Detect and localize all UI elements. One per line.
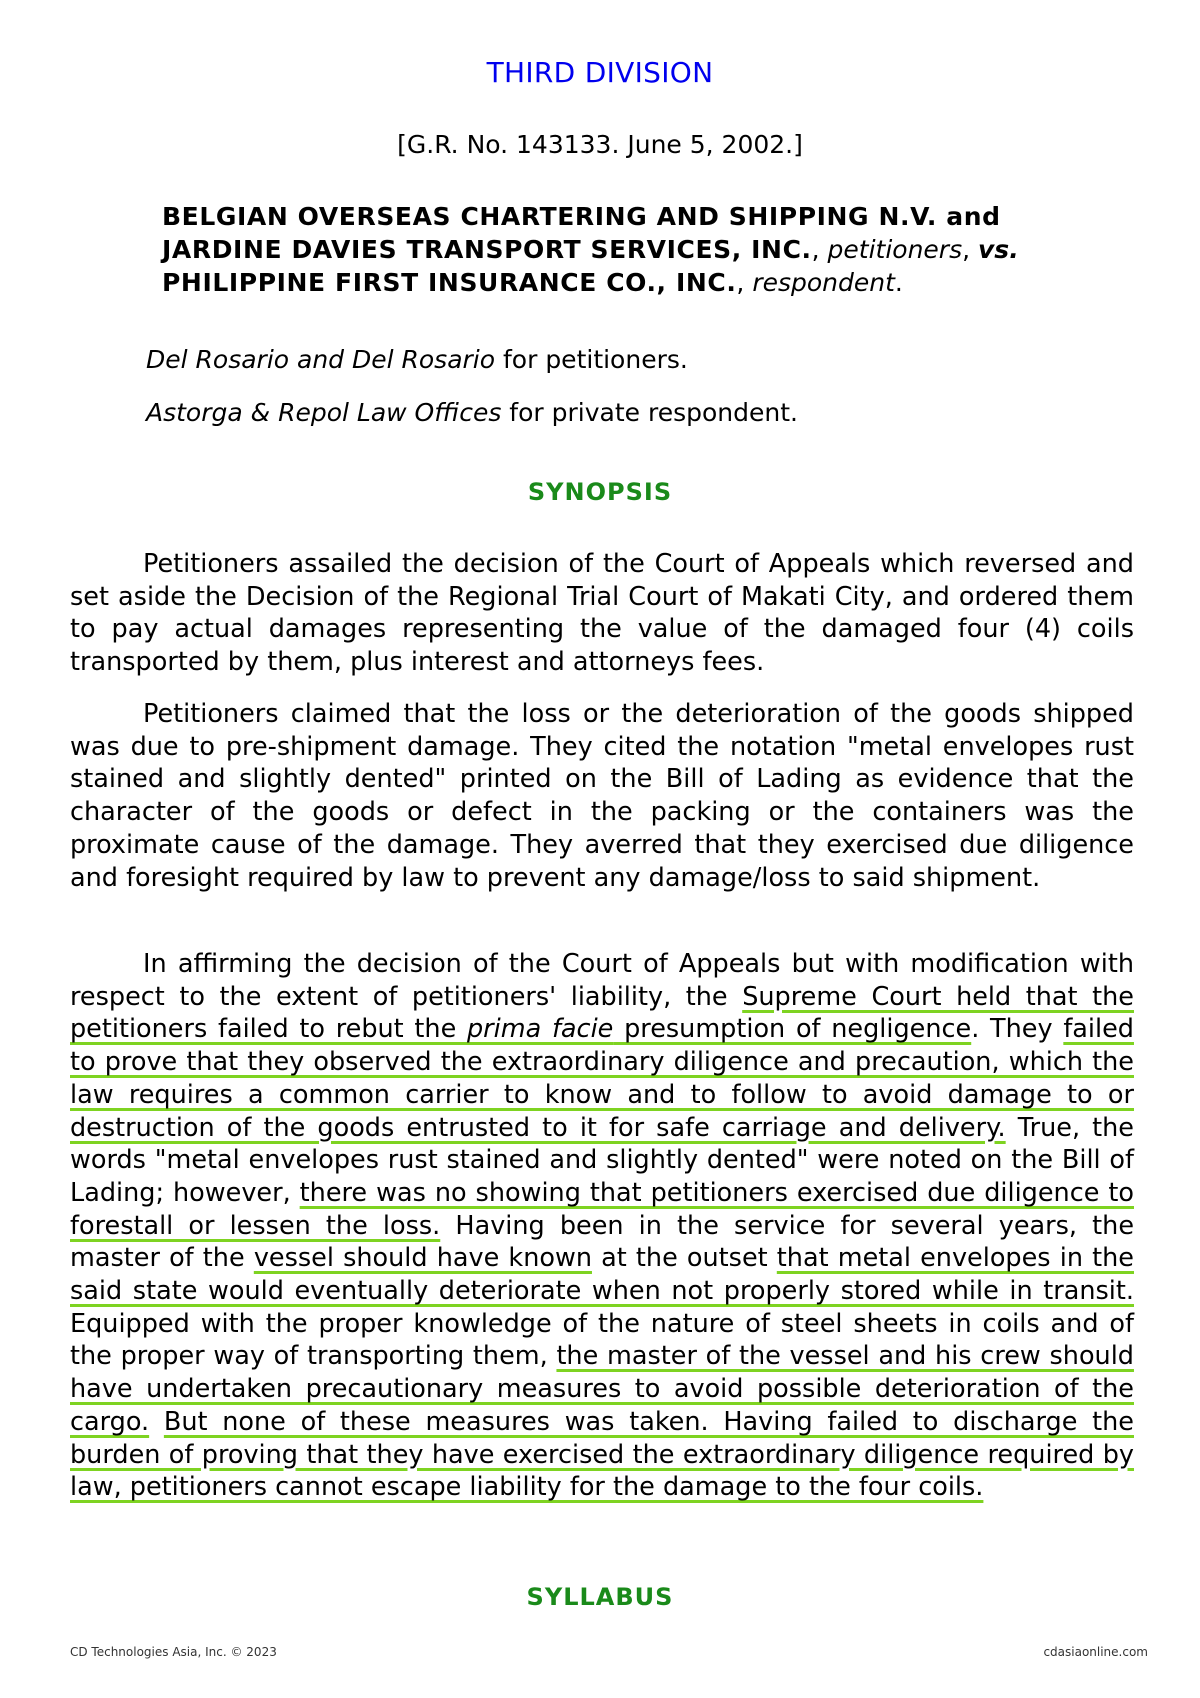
petitioners-counsel-text: for petitioners. xyxy=(495,345,688,374)
synopsis-paragraph-3 xyxy=(70,948,1134,1504)
gr-number: [G.R. No. 143133. June 5, 2002.] xyxy=(397,130,803,159)
separator: , xyxy=(736,268,753,297)
versus-label: vs. xyxy=(978,235,1019,264)
highlighted-text: presumption of negligence xyxy=(613,1014,972,1045)
respondent-role: respondent xyxy=(752,268,895,297)
synopsis-paragraph-2: Petitioners claimed that the loss or the deterioration of the goods shipped was due to pre-shipment damage. They cited the notation "metal envelopes rust stained and slightly dented" printed on the Bill of Lading as evidence that the character of the goods or defect in the packing or the containers was the proximate cause of the damage. They averred that they exercised due diligence and foresight required by law to prevent any damage/loss to said shipment. xyxy=(70,699,1134,893)
text-segment: Having been in the service for several years, the master of the xyxy=(70,1210,1135,1274)
footer-website: cdasiaonline.com xyxy=(1043,1645,1148,1659)
separator: . xyxy=(894,268,903,297)
division-label: THIRD DIVISION xyxy=(486,56,714,89)
highlighted-text: Supreme Court held that the petitioners failed to rebut the xyxy=(70,981,1134,1045)
footer-copyright: CD Technologies Asia, Inc. © 2023 xyxy=(70,1645,277,1659)
highlighted-text: there was no showing that petitioners exercised due diligence to forestall or lessen the loss. xyxy=(70,1177,1134,1241)
highlighted-text: But none of these measures was taken. Having failed to discharge the burden of proving that they have exercised the extraordinary diligence required by law, petitioners cannot escape liability for the damage to the four coils. xyxy=(70,1406,1134,1503)
case-parties xyxy=(162,200,1062,299)
text-segment: True, the words "metal envelopes rust stained and slightly dented" were noted on the Bill of Lading; however, xyxy=(70,1112,1134,1208)
text-segment: . They xyxy=(971,1014,1064,1045)
text-segment xyxy=(149,1407,164,1437)
separator: , xyxy=(811,235,828,264)
respondent-name: PHILIPPINE FIRST INSURANCE CO., INC. xyxy=(162,268,737,297)
counsel-petitioners xyxy=(146,345,688,374)
highlighted-text: the master of the vessel and his crew should have undertaken precautionary measures to avoid possible deterioration of the cargo. xyxy=(70,1341,1134,1437)
synopsis-heading: SYNOPSIS xyxy=(527,478,673,506)
respondent-counsel-text: for private respondent. xyxy=(501,398,798,427)
text-segment: In affirming the decision of the Court of Appeals but with modification with respect to the extent of petitioners' liability, the xyxy=(70,949,1134,1012)
syllabus-heading: SYLLABUS xyxy=(526,1583,674,1611)
text-segment: at the outset xyxy=(591,1243,777,1274)
petitioners-counsel-firm: Del Rosario and Del Rosario xyxy=(146,345,496,374)
separator: , xyxy=(962,235,979,264)
highlighted-text: failed to prove that they observed the extraordinary diligence and precaution, which the law requires a common carrier to know and to follow to avoid damage to or destruction of the goods entrusted to it for safe carriage and delivery. xyxy=(70,1014,1134,1143)
highlighted-text-italic: prima facie xyxy=(467,1014,614,1045)
respondent-counsel-firm: Astorga & Repol Law Offices xyxy=(146,398,502,427)
counsel-respondent xyxy=(146,398,798,427)
petitioners-role: petitioners xyxy=(827,235,963,264)
petitioners-names: BELGIAN OVERSEAS CHARTERING AND SHIPPING N.V. and JARDINE DAVIES TRANSPORT SERVICES, INC. xyxy=(162,202,1001,264)
highlighted-text: that metal envelopes in the said state would eventually deteriorate when not properly stored while in transit. xyxy=(70,1243,1134,1307)
highlighted-text: vessel should have known xyxy=(253,1243,592,1274)
synopsis-paragraph-1: Petitioners assailed the decision of the Court of Appeals which reversed and set aside the Decision of the Regional Trial Court of Makati City, and ordered them to pay actual damages representing the value of the damaged four (4) coils transported by them, plus interest and attorneys fees. xyxy=(70,549,1134,678)
text-segment: Equipped with the proper knowledge of the nature of steel sheets in coils and of the proper way of transporting them, xyxy=(70,1308,1134,1372)
